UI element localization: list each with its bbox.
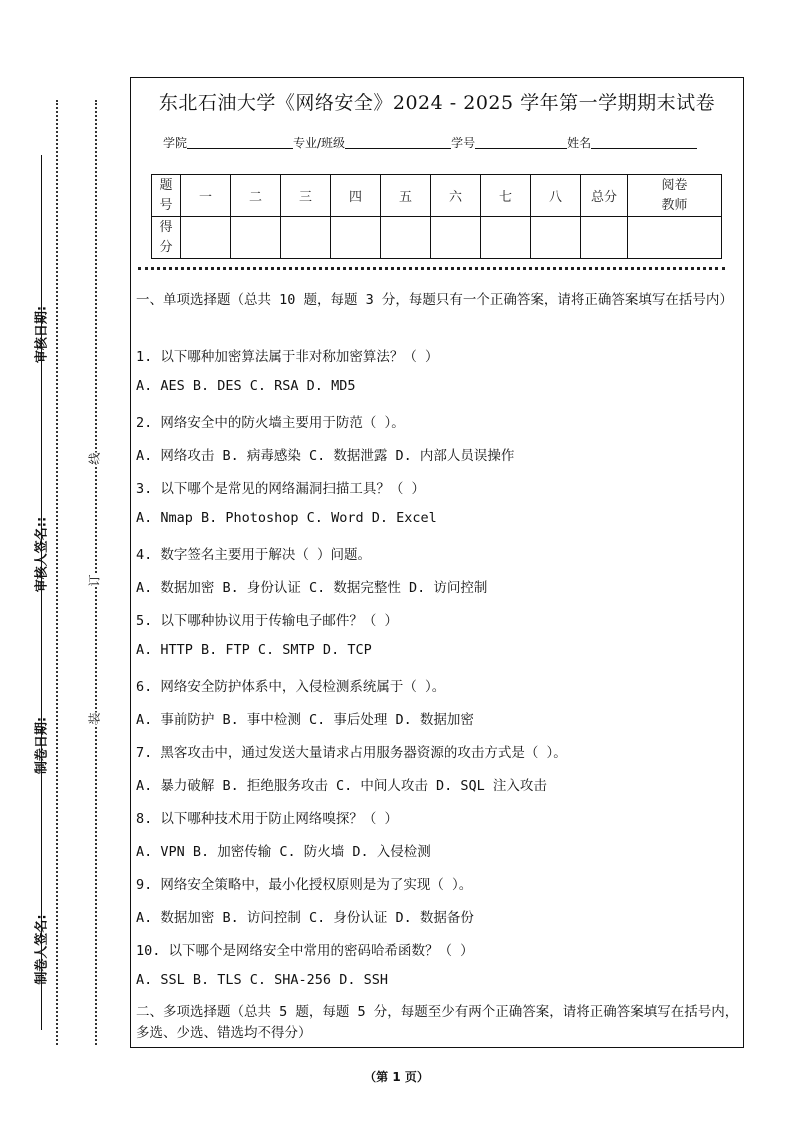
- score-col-3: 三: [281, 175, 331, 217]
- question-8-options: A. VPN B. 加密传输 C. 防火墙 D. 入侵检测: [136, 844, 431, 860]
- binding-dotted-line-inner: [95, 100, 97, 1045]
- section-2-title: 二、多项选择题（总共 5 题，每题 5 分，每题至少有两个正确答案，请将正确答案填写在括号内，多选、少选、错选均不得分）: [136, 1004, 739, 1041]
- score-cell-6[interactable]: [431, 217, 481, 259]
- question-9-options: A. 数据加密 B. 访问控制 C. 身份认证 D. 数据备份: [136, 910, 474, 926]
- exam-title: 东北石油大学《网络安全》2024 - 2025 学年第一学期期末试卷: [158, 92, 716, 114]
- score-col-total: 总分: [581, 175, 628, 217]
- header-dotted-separator: [138, 267, 725, 270]
- score-col-5: 五: [381, 175, 431, 217]
- exam-frame: [130, 77, 744, 1048]
- binding-dotted-line-outer: [56, 100, 58, 1045]
- name-field[interactable]: [591, 136, 697, 149]
- score-col-6: 六: [431, 175, 481, 217]
- score-cell-2[interactable]: [231, 217, 281, 259]
- score-col-grader: 阅卷 教师: [628, 175, 722, 217]
- question-1: 1. 以下哪种加密算法属于非对称加密算法？（ ）: [136, 349, 439, 365]
- score-table-header-row: [152, 175, 722, 217]
- score-cell-grader[interactable]: [628, 217, 722, 259]
- binding-mark-line: 线: [84, 452, 105, 464]
- question-4: 4. 数字签名主要用于解决（ ）问题。: [136, 547, 372, 563]
- question-5-options: A. HTTP B. FTP C. SMTP D. TCP: [136, 642, 372, 658]
- question-4-options: A. 数据加密 B. 身份认证 C. 数据完整性 D. 访问控制: [136, 580, 488, 596]
- page-number: （第 1 页）: [364, 1070, 429, 1084]
- major-class-label: 专业/班级: [293, 136, 346, 150]
- question-6-options: A. 事前防护 B. 事中检测 C. 事后处理 D. 数据加密: [136, 712, 474, 728]
- college-label: 学院: [163, 136, 188, 150]
- student-id-label: 学号: [451, 136, 476, 150]
- question-3: 3. 以下哪个是常见的网络漏洞扫描工具？（ ）: [136, 481, 426, 497]
- score-cell-3[interactable]: [281, 217, 331, 259]
- question-3-options: A. Nmap B. Photoshop C. Word D. Excel: [136, 510, 437, 526]
- score-col-1: 一: [181, 175, 231, 217]
- score-cell-total[interactable]: [581, 217, 628, 259]
- question-1-options: A. AES B. DES C. RSA D. MD5: [136, 378, 356, 394]
- binding-mark-staple: 订: [84, 574, 105, 586]
- score-cell-7[interactable]: [481, 217, 531, 259]
- section-1-title: 一、单项选择题（总共 10 题，每题 3 分，每题只有一个正确答案，请将正确答案填写在括号内）: [136, 292, 733, 308]
- question-2: 2. 网络安全中的防火墙主要用于防范（ ）。: [136, 415, 405, 431]
- question-10-options: A. SSL B. TLS C. SHA-256 D. SSH: [136, 972, 388, 988]
- maker-signature-label: 制卷人签名:: [34, 914, 50, 985]
- question-7: 7. 黑客攻击中，通过发送大量请求占用服务器资源的攻击方式是（ ）。: [136, 745, 567, 761]
- score-col-7: 七: [481, 175, 531, 217]
- question-2-options: A. 网络攻击 B. 病毒感染 C. 数据泄露 D. 内部人员误操作: [136, 448, 515, 464]
- score-table-score-row: [152, 217, 722, 259]
- score-cell-1[interactable]: [181, 217, 231, 259]
- reviewer-signature-label: 审核人签名::: [34, 516, 50, 593]
- question-8: 8. 以下哪种技术用于防止网络嗅探？（ ）: [136, 811, 399, 827]
- score-col-4: 四: [331, 175, 381, 217]
- score-table-row1-label: 题 号: [152, 175, 181, 217]
- question-6: 6. 网络安全防护体系中，入侵检测系统属于（ ）。: [136, 679, 446, 695]
- question-7-options: A. 暴力破解 B. 拒绝服务攻击 C. 中间人攻击 D. SQL 注入攻击: [136, 778, 547, 794]
- score-cell-8[interactable]: [531, 217, 581, 259]
- question-5: 5. 以下哪种协议用于传输电子邮件？（ ）: [136, 613, 399, 629]
- question-10: 10. 以下哪个是网络安全中常用的密码哈希函数？（ ）: [136, 943, 474, 959]
- score-col-2: 二: [231, 175, 281, 217]
- question-9: 9. 网络安全策略中，最小化授权原则是为了实现（ ）。: [136, 877, 473, 893]
- name-label: 姓名: [567, 136, 592, 150]
- maker-date-label: 制卷日期:: [34, 716, 50, 775]
- score-table-row2-label: 得 分: [152, 217, 181, 259]
- score-cell-4[interactable]: [331, 217, 381, 259]
- score-cell-5[interactable]: [381, 217, 431, 259]
- review-date-label: 审核日期:: [34, 305, 50, 364]
- major-class-field[interactable]: [345, 136, 451, 149]
- college-field[interactable]: [187, 136, 293, 149]
- score-col-8: 八: [531, 175, 581, 217]
- student-id-field[interactable]: [475, 136, 567, 149]
- score-table: [151, 174, 722, 259]
- binding-mark-bind: 装: [84, 712, 105, 724]
- student-info-row: [163, 134, 697, 151]
